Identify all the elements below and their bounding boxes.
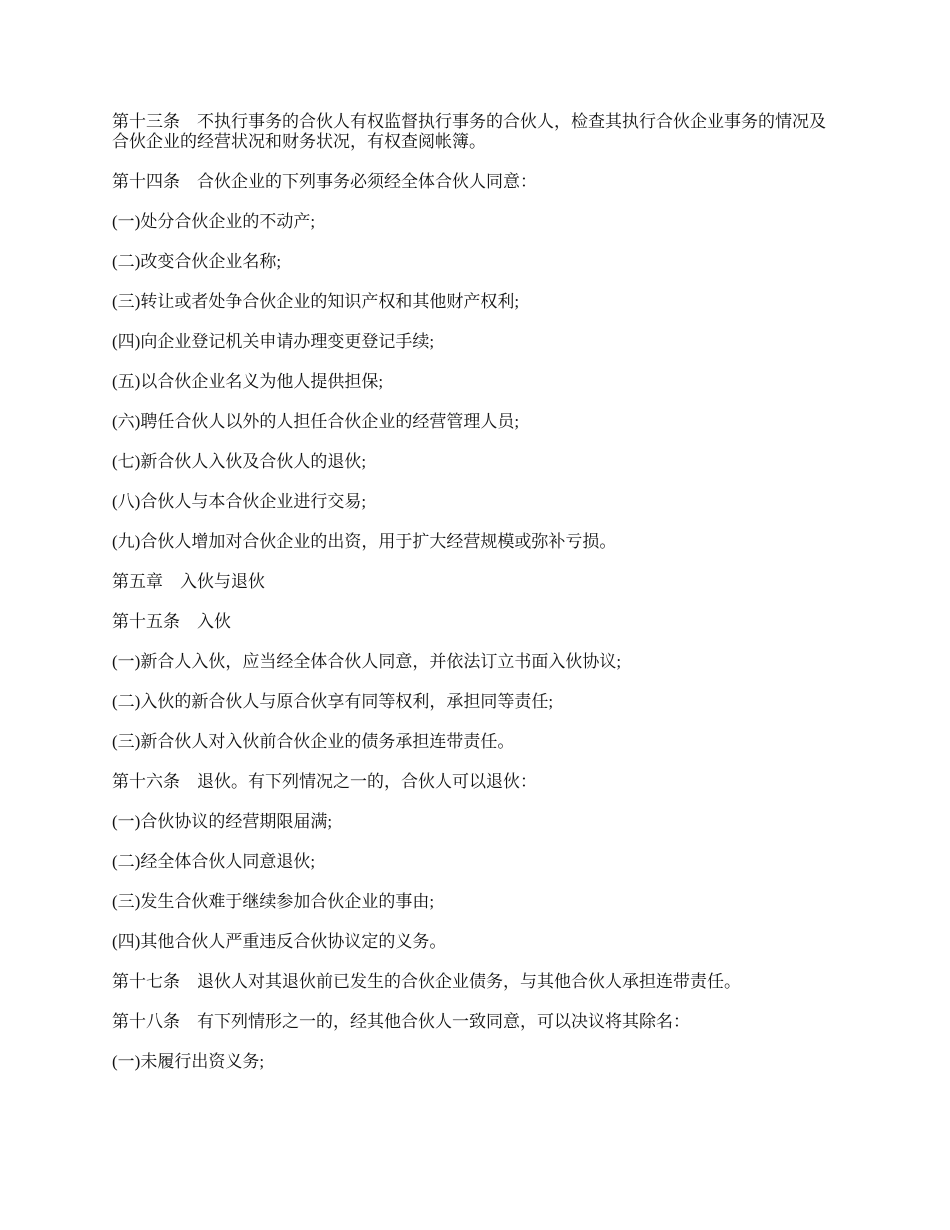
article-14-item-4: (四)向企业登记机关申请办理变更登记手续; bbox=[112, 332, 435, 351]
article-16-item-4: (四)其他合伙人严重违反合伙协议定的义务。 bbox=[112, 932, 447, 951]
article-14-item-7: (七)新合伙人入伙及合伙人的退伙; bbox=[112, 452, 367, 471]
article-14-item-2: (二)改变合伙企业名称; bbox=[112, 252, 282, 271]
article-15-item-1: (一)新合人入伙，应当经全体合伙人同意，并依法订立书面入伙协议; bbox=[112, 652, 622, 671]
article-18: 第十八条 有下列情形之一的，经其他合伙人一致同意，可以决议将其除名： bbox=[112, 1012, 690, 1031]
article-13: 第十三条 不执行事务的合伙人有权监督执行事务的合伙人，检查其执行合伙企业事务的情况及合伙企业的经营状况和财务状况，有权查阅帐簿。 bbox=[112, 112, 826, 151]
article-16: 第十六条 退伙。有下列情况之一的，合伙人可以退伙： bbox=[112, 772, 537, 791]
article-14-item-5: (五)以合伙企业名义为他人提供担保; bbox=[112, 372, 384, 391]
chapter-5-heading: 第五章 入伙与退伙 bbox=[112, 572, 265, 591]
article-14-item-3: (三)转让或者处争合伙企业的知识产权和其他财产权利; bbox=[112, 292, 520, 311]
article-16-item-3: (三)发生合伙难于继续参加合伙企业的事由; bbox=[112, 892, 435, 911]
article-16-item-2: (二)经全体合伙人同意退伙; bbox=[112, 852, 316, 871]
document-body bbox=[112, 112, 842, 1092]
article-14: 第十四条 合伙企业的下列事务必须经全体合伙人同意： bbox=[112, 172, 537, 191]
article-14-item-1: (一)处分合伙企业的不动产; bbox=[112, 212, 316, 231]
article-14-item-9: (九)合伙人增加对合伙企业的出资，用于扩大经营规模或弥补亏损。 bbox=[112, 532, 617, 551]
article-15-item-2: (二)入伙的新合伙人与原合伙享有同等权利，承担同等责任; bbox=[112, 692, 554, 711]
article-14-item-8: (八)合伙人与本合伙企业进行交易; bbox=[112, 492, 367, 511]
article-14-item-6: (六)聘任合伙人以外的人担任合伙企业的经营管理人员; bbox=[112, 412, 520, 431]
article-15-item-3: (三)新合伙人对入伙前合伙企业的债务承担连带责任。 bbox=[112, 732, 515, 751]
article-16-item-1: (一)合伙协议的经营期限届满; bbox=[112, 812, 333, 831]
article-18-item-1: (一)未履行出资义务; bbox=[112, 1052, 265, 1071]
article-17: 第十七条 退伙人对其退伙前已发生的合伙企业债务，与其他合伙人承担连带责任。 bbox=[112, 972, 741, 991]
article-15: 第十五条 入伙 bbox=[112, 612, 231, 631]
